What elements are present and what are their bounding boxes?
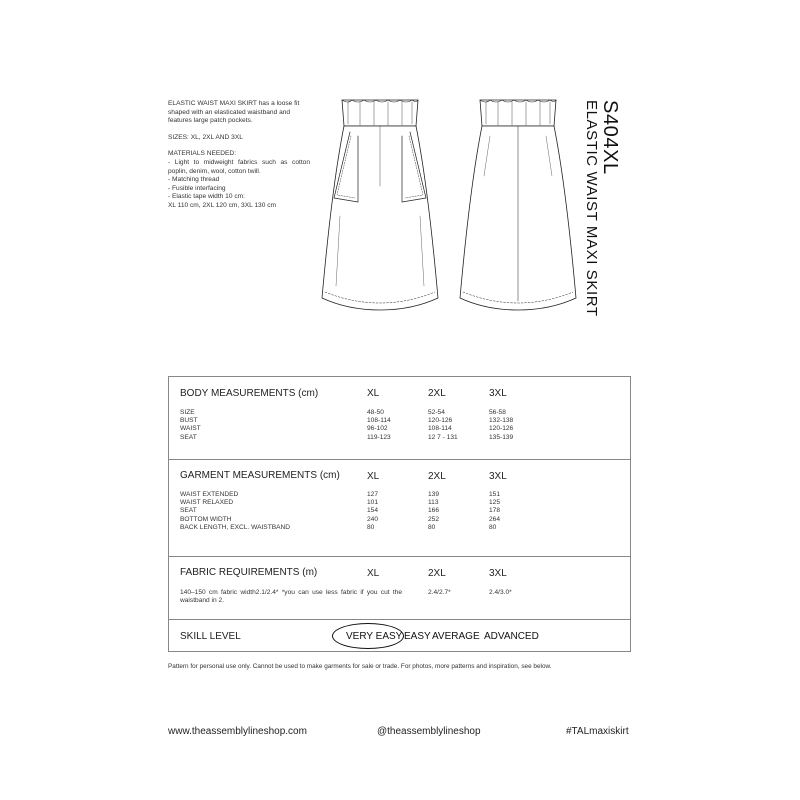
body-measurements-section: [169, 377, 630, 460]
cell: 125: [489, 499, 501, 507]
materials-item: - Matching thread: [168, 176, 220, 184]
materials-item: - Light to midweight fabrics such as cotton poplin, denim, wool, cotton twill.: [168, 158, 310, 175]
pattern-intro: [168, 100, 310, 211]
cell: 56-58: [489, 409, 506, 416]
row-label: SEAT: [180, 433, 197, 441]
pattern-name: ELASTIC WAIST MAXI SKIRT: [583, 100, 600, 317]
cell: 96-102: [367, 425, 388, 433]
body-measurement-labels: [180, 409, 201, 442]
cell: 240: [367, 515, 379, 523]
footer-website-link[interactable]: www.theassemblylineshop.com: [168, 726, 307, 737]
size-header: XL: [367, 471, 380, 482]
materials-list: [168, 150, 310, 210]
cell: 12 7 - 131: [428, 433, 458, 441]
cell: 80: [367, 523, 375, 531]
size-header: XL: [367, 568, 380, 579]
skirt-back-drawing: [460, 100, 576, 310]
fabric-value-3xl: 2.4/3.0*: [489, 589, 512, 596]
row-label: BUST: [180, 417, 198, 425]
row-label: SEAT: [180, 507, 197, 515]
garment-values-3xl: [489, 491, 500, 532]
body-values-3xl: [489, 409, 513, 442]
garment-measurement-labels: [180, 491, 290, 532]
row-label: BOTTOM WIDTH: [180, 515, 232, 523]
pattern-title: [584, 100, 620, 370]
skill-easy: EASY: [404, 631, 431, 642]
size-header: 3XL: [489, 568, 507, 579]
pattern-code: S404XL: [599, 100, 621, 175]
row-label: BACK LENGTH, EXCL. WAISTBAND: [180, 523, 291, 531]
garment-values-2xl: [428, 491, 439, 532]
garment-measurements-section: [169, 460, 630, 557]
size-header: 3XL: [489, 388, 507, 399]
size-header: 2XL: [428, 568, 446, 579]
cell: 80: [489, 523, 497, 531]
body-values-xl: [367, 409, 391, 442]
pattern-sizes: SIZES: XL, 2XL AND 3XL: [168, 133, 243, 141]
row-label: WAIST: [180, 425, 201, 433]
cell: 80: [428, 523, 436, 531]
materials-item: - Fusible interfacing: [168, 184, 226, 192]
cell: 108-114: [428, 425, 452, 433]
cell: 252: [428, 515, 440, 523]
cell: 108-114: [367, 417, 391, 425]
cell: 139: [428, 491, 440, 498]
cell: 154: [367, 507, 379, 515]
skill-average: AVERAGE: [432, 631, 480, 642]
fabric-note: 140–150 cm fabric width2.1/2.4* *you can use less fabric if you cut the waistband in 2.: [180, 589, 402, 605]
cell: 120-126: [428, 417, 453, 425]
size-header: 3XL: [489, 471, 507, 482]
body-measurements-heading: BODY MEASUREMENTS (cm): [180, 388, 319, 399]
usage-footnote: Pattern for personal use only. Cannot be used to make garments for sale or trade. For photos, more patterns and inspiration, see below.: [168, 663, 552, 670]
fabric-requirements-heading: FABRIC REQUIREMENTS (m): [180, 567, 318, 578]
row-label: WAIST RELAXED: [180, 499, 234, 507]
materials-heading: MATERIALS NEEDED:: [168, 150, 237, 158]
cell: 48-50: [367, 409, 384, 416]
skirt-technical-drawings: [318, 96, 582, 318]
row-label: SIZE: [180, 409, 195, 416]
skill-level-label: SKILL LEVEL: [180, 631, 241, 642]
cell: 101: [367, 499, 379, 507]
size-header: 2XL: [428, 388, 446, 399]
cell: 166: [428, 507, 440, 515]
pattern-title-text: [582, 100, 620, 317]
cell: 113: [428, 499, 439, 507]
cell: 52-54: [428, 409, 445, 416]
fabric-value-2xl: 2.4/2.7*: [428, 589, 451, 596]
materials-item: - Elastic tape width 10 cm:: [168, 193, 245, 201]
size-header: 2XL: [428, 471, 446, 482]
size-header: XL: [367, 388, 380, 399]
garment-measurements-heading: GARMENT MEASUREMENTS (cm): [180, 470, 340, 481]
skirt-front-drawing: [322, 100, 438, 310]
garment-values-xl: [367, 491, 378, 532]
cell: 151: [489, 491, 501, 498]
cell: 127: [367, 491, 379, 498]
fabric-requirements-section: [169, 557, 630, 620]
body-values-2xl: [428, 409, 458, 442]
cell: 178: [489, 507, 501, 515]
footer-hashtag[interactable]: #TALmaxiskirt: [566, 726, 629, 737]
footer-instagram-handle[interactable]: @theassemblylineshop: [377, 726, 481, 737]
row-label: WAIST EXTENDED: [180, 491, 239, 498]
cell: 135-139: [489, 433, 514, 441]
skill-level-section: [169, 620, 630, 652]
skill-very-easy: VERY EASY: [346, 631, 403, 642]
measurements-table: [168, 376, 631, 652]
cell: 119-123: [367, 433, 391, 441]
cell: 120-126: [489, 425, 514, 433]
materials-item: XL 110 cm, 2XL 120 cm, 3XL 130 cm: [168, 201, 276, 209]
cell: 264: [489, 515, 501, 523]
cell: 132-138: [489, 417, 514, 425]
pattern-description: ELASTIC WAIST MAXI SKIRT has a loose fit shaped with an elasticated waistband and features large patch pockets.: [168, 100, 300, 125]
skill-advanced: ADVANCED: [484, 631, 539, 642]
